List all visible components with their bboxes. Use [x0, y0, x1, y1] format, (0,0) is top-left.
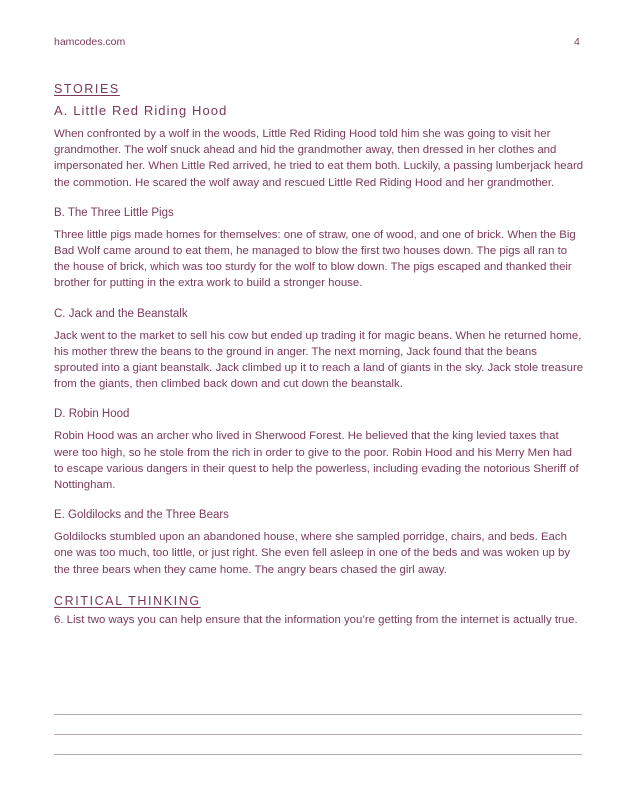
- story-b-title: B. The Three Little Pigs: [54, 206, 174, 219]
- story-e-title: E. Goldilocks and the Three Bears: [54, 509, 229, 522]
- critical-thinking-heading: CRITICAL THINKING: [54, 593, 201, 608]
- content: [54, 80, 584, 628]
- story-d-title: D. Robin Hood: [54, 408, 130, 421]
- site-name: hamcodes.com: [54, 36, 126, 48]
- story-c-text: Jack went to the market to sell his cow but ended up trading it for magic beans. When he returned home, his mother threw the beans to the ground in anger. The next morning, Jack found that the beans sprouted into a giant beanstalk. Jack climbed up it to reach a land of giants in the sky. Jack stole treasure from the giants, then climbed back down and cut down the beanstalk.: [54, 329, 584, 391]
- stories-heading: STORIES: [54, 82, 120, 96]
- answer-line[interactable]: [54, 714, 582, 715]
- story-c-title: C. Jack and the Beanstalk: [54, 307, 188, 320]
- story-a-title: A. Little Red Riding Hood: [54, 103, 228, 118]
- answer-line[interactable]: [54, 734, 582, 735]
- story-a-text: When confronted by a wolf in the woods, Little Red Riding Hood told him she was going to visit her grandmother. The wolf snuck ahead and hid the grandmother away, then dressed in her clothes and impersonated her. When Little Red arrived, he tried to eat them both. Luckily, a passing lumberjack heard the commotion. He scared the wolf away and rescued Little Red Riding Hood and her grandmother.: [54, 128, 584, 189]
- story-e-text: Goldilocks stumbled upon an abandoned house, where she sampled porridge, chairs, and beds. Each one was too much, too little, or just right. She even fell asleep in one of the beds and was woken up by the three bears when they came home. The angry bears chased the girl away.: [54, 531, 571, 576]
- question-6: 6. List two ways you can help ensure that the information you’re getting from the internet is actually true.: [54, 613, 578, 626]
- page-number: 4: [574, 36, 580, 48]
- story-d-text: Robin Hood was an archer who lived in Sherwood Forest. He believed that the king levied taxes that were too high, so he stole from the rich in order to give to the poor. Robin Hood and his Merry Men had to escape various dangers in their quest to help the powerless, including evading the notorious Sheriff of Nottingham.: [54, 430, 579, 492]
- story-b-text: Three little pigs made homes for themselves: one of straw, one of wood, and one of brick. When the Big Bad Wolf came around to eat them, he managed to blow the first two houses down. The pigs all ran to the house of brick, which was too sturdy for the wolf to blow down. The pigs escaped and thanked their brother for putting in the extra work to build a stronger house.: [54, 228, 576, 290]
- answer-line[interactable]: [54, 754, 582, 755]
